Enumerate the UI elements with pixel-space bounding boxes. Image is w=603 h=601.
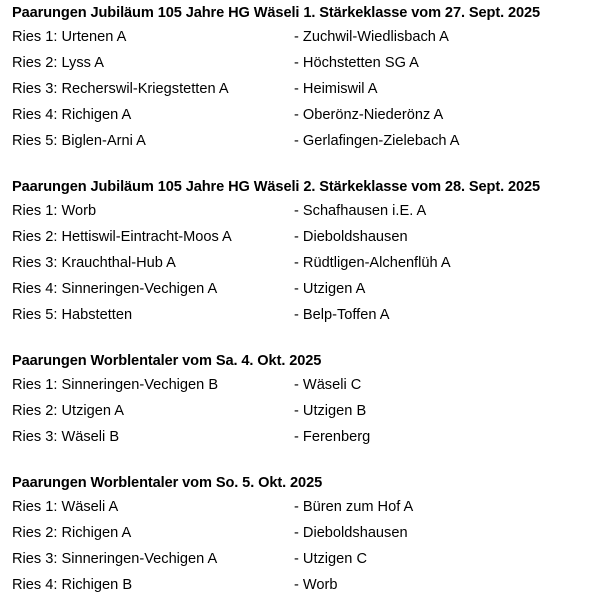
- away-team: - Zuchwil-Wiedlisbach A: [294, 29, 449, 45]
- section-staerkeklasse-1: [12, 2, 597, 154]
- section-worblentaler-saturday: [12, 350, 597, 450]
- away-team: - Schafhausen i.E. A: [294, 203, 427, 219]
- away-team: - Gerlafingen-Zielebach A: [294, 133, 460, 150]
- pairing-row: [12, 520, 597, 546]
- pairing-row: [12, 572, 597, 598]
- section-heading: Paarungen Jubiläum 105 Jahre HG Wäseli 2. Stärkeklasse vom 28. Sept. 2025: [12, 179, 541, 195]
- pairing-row: [12, 398, 597, 424]
- away-team: - Rüdtligen-Alchenflüh A: [294, 255, 451, 272]
- home-team: Ries 2: Hettiswil-Eintracht-Moos A: [12, 229, 232, 246]
- away-team: - Dieboldshausen: [294, 525, 408, 542]
- away-team: - Ferenberg: [294, 429, 371, 446]
- section-heading: Paarungen Jubiläum 105 Jahre HG Wäseli 1. Stärkeklasse vom 27. Sept. 2025: [12, 5, 541, 21]
- away-team: - Oberönz-Niederönz A: [294, 107, 444, 124]
- home-team: Ries 1: Worb: [12, 203, 97, 219]
- pairing-row: [12, 494, 597, 520]
- section-heading: Paarungen Worblentaler vom Sa. 4. Okt. 2025: [12, 353, 322, 369]
- home-team: Ries 5: Biglen-Arni A: [12, 133, 146, 150]
- home-team: Ries 4: Richigen B: [12, 577, 133, 594]
- away-team: - Heimiswil A: [294, 81, 378, 98]
- pairing-row: [12, 372, 597, 398]
- section-staerkeklasse-2: [12, 176, 597, 328]
- home-team: Ries 3: Wäseli B: [12, 429, 120, 446]
- home-team: Ries 4: Sinneringen-Vechigen A: [12, 281, 218, 298]
- pairing-row: [12, 76, 597, 102]
- pairing-row: [12, 302, 597, 328]
- pairing-row: [12, 102, 597, 128]
- section-heading: Paarungen Worblentaler vom So. 5. Okt. 2025: [12, 475, 323, 491]
- pairing-row: [12, 24, 597, 50]
- home-team: Ries 1: Urtenen A: [12, 29, 127, 45]
- home-team: Ries 3: Recherswil-Kriegstetten A: [12, 81, 229, 98]
- pairing-row: [12, 224, 597, 250]
- home-team: Ries 4: Richigen A: [12, 107, 132, 124]
- pairing-row: [12, 198, 597, 224]
- away-team: - Utzigen C: [294, 551, 367, 568]
- home-team: Ries 1: Sinneringen-Vechigen B: [12, 377, 219, 393]
- away-team: - Worb: [294, 577, 338, 594]
- pairing-row: [12, 128, 597, 154]
- home-team: Ries 3: Krauchthal-Hub A: [12, 255, 176, 272]
- home-team: Ries 1: Wäseli A: [12, 499, 119, 515]
- away-team: - Wäseli C: [294, 377, 362, 393]
- home-team: Ries 2: Richigen A: [12, 525, 132, 542]
- pairing-row: [12, 546, 597, 572]
- pairing-row: [12, 50, 597, 76]
- away-team: - Belp-Toffen A: [294, 307, 390, 324]
- home-team: Ries 3: Sinneringen-Vechigen A: [12, 551, 218, 568]
- away-team: - Büren zum Hof A: [294, 499, 414, 515]
- home-team: Ries 2: Lyss A: [12, 55, 104, 72]
- pairing-row: [12, 250, 597, 276]
- away-team: - Höchstetten SG A: [294, 55, 419, 72]
- away-team: - Dieboldshausen: [294, 229, 408, 246]
- pairing-row: [12, 276, 597, 302]
- section-worblentaler-sunday: [12, 472, 597, 598]
- away-team: - Utzigen A: [294, 281, 366, 298]
- away-team: - Utzigen B: [294, 403, 367, 420]
- home-team: Ries 5: Habstetten: [12, 307, 133, 324]
- pairing-row: [12, 424, 597, 450]
- home-team: Ries 2: Utzigen A: [12, 403, 124, 420]
